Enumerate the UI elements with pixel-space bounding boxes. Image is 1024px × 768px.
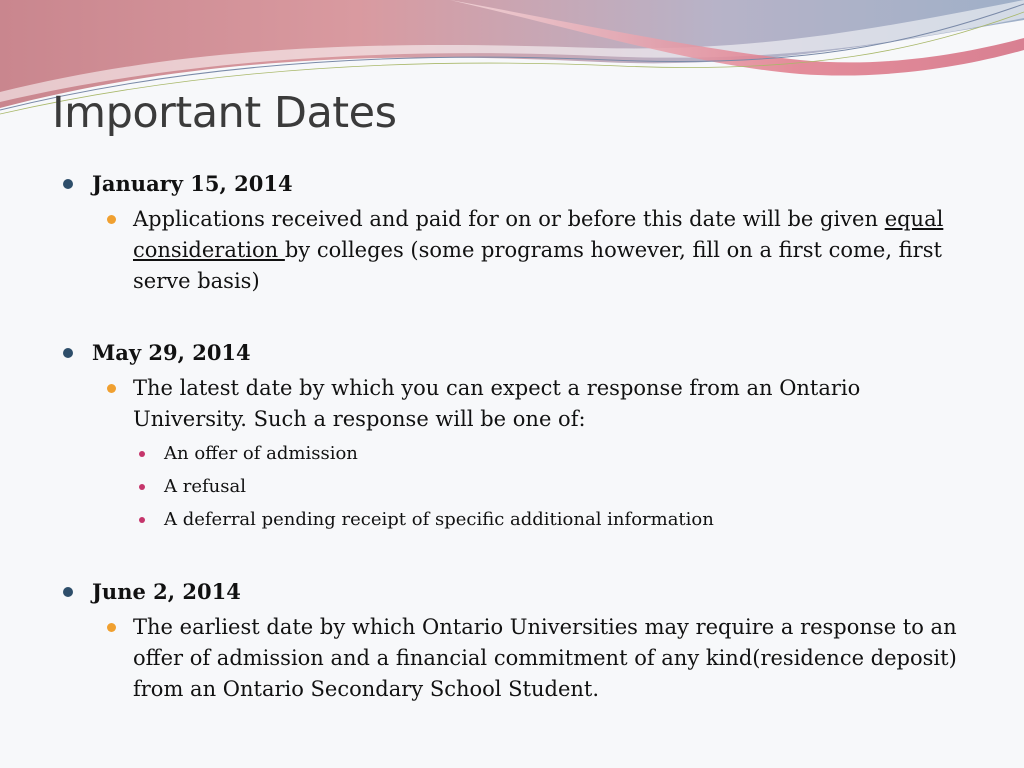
date-heading-june: [60, 576, 980, 608]
level1-bullet-icon: [63, 348, 73, 358]
level2-bullet-icon: [107, 215, 116, 224]
list-item: An offer of admission: [60, 437, 980, 470]
page-title: Important Dates: [52, 88, 397, 138]
level2-bullet-icon: [107, 384, 116, 393]
description-january: Applications received and paid for on or before this date will be given equal consideration by colleges (some programs however, fill on a first come, first serve basis): [60, 204, 980, 297]
slide-content: [60, 168, 980, 705]
underlined-phrase: equal consideration: [133, 207, 944, 262]
level1-bullet-icon: [63, 179, 73, 189]
level1-bullet-icon: [63, 587, 73, 597]
list-item: A deferral pending receipt of specific additional information: [60, 503, 980, 536]
level2-bullet-icon: [107, 623, 116, 632]
description-june: The earliest date by which Ontario Universities may require a response to an offer of admission and a financial commitment of any kind(residence deposit) from an Ontario Secondary School Student.: [60, 612, 980, 705]
date-heading-january: [60, 168, 980, 200]
date-label: January 15, 2014: [92, 171, 293, 196]
level3-bullet-icon: [139, 451, 145, 457]
list-item: A refusal: [60, 470, 980, 503]
date-label: May 29, 2014: [92, 340, 251, 365]
description-may: The latest date by which you can expect a response from an Ontario University. Such a response will be one of:: [60, 373, 980, 435]
level3-bullet-icon: [139, 517, 145, 523]
date-label: June 2, 2014: [92, 579, 241, 604]
level3-bullet-icon: [139, 484, 145, 490]
date-heading-may: [60, 337, 980, 369]
